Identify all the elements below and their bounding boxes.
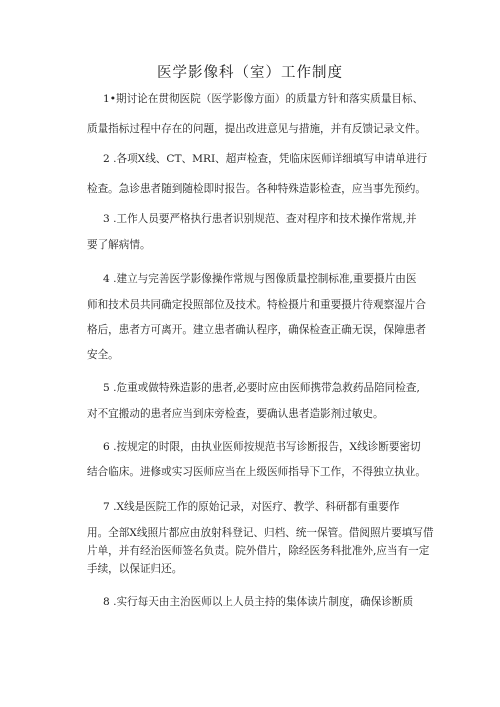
paragraph-2-line-2: 检查。急诊患者随到随检即时报告。各种特殊造影检查，应当事先预约。 <box>87 183 426 195</box>
paragraph-7-line-2: 用。全部X线照片都应由放射科登记、归档、统一保管。借阅照片要填写借 <box>87 527 434 539</box>
paragraph-2-line-1: 2 .各项X线、CT、MRI、超声检查，凭临床医师详细填写申请单进行 <box>103 153 428 165</box>
paragraph-8-line-1: 8 .实行每天由主治医师以上人员主持的集体读片制度，确保诊断质 <box>103 596 414 608</box>
paragraph-6-line-1: 6 .按规定的时限，由执业医师按规范书写诊断报告，X线诊断要密切 <box>103 441 421 453</box>
paragraph-4-line-1: 4 .建立与完善医学影像操作常规与图像质量控制标准,重要摄片由医 <box>103 273 417 285</box>
paragraph-4-line-4: 安全。 <box>87 349 119 361</box>
document-title: 医学影像科（室）工作制度 <box>157 65 343 81</box>
paragraph-1-line-2: 质量指标过程中存在的问题，提出改进意见与措施，并有反馈记录文件。 <box>87 123 426 135</box>
paragraph-5-line-1: 5 .危重或做特殊造影的患者,必要时应由医师携带急救药品陪同检查, <box>103 382 420 394</box>
paragraph-1-line-1: 1•期讨论在贯彻医院（医学影像方面）的质量方针和落实质量目标、 <box>103 93 424 105</box>
paragraph-4-line-2: 师和技术员共同确定投照部位及技术。特检摄片和重要摄片待观察湿片合 <box>87 299 426 311</box>
paragraph-7-line-1: 7 .X线是医院工作的原始记录，对医疗、教学、科研都有重要作 <box>103 501 400 513</box>
paragraph-3-line-1: 3 .工作人员要严格执行患者识别规范、查对程序和技术操作常规,并 <box>103 213 417 225</box>
paragraph-7-line-3: 片单，并有经治医师签名负责。院外借片，除经医务科批准外,应当有一定 <box>87 545 430 557</box>
paragraph-6-line-2: 结合临床。进修或实习医师应当在上级医师指导下工作，不得独立执业。 <box>87 466 426 478</box>
paragraph-5-line-2: 对不宜搬动的患者应当到床旁检查，要确认患者造影剂过敏史。 <box>87 408 384 420</box>
paragraph-3-line-2: 要了解病情。 <box>87 239 151 251</box>
paragraph-4-line-3: 格后，患者方可离开。建立患者确认程序，确保检查正确无误，保障患者 <box>87 324 426 336</box>
paragraph-7-line-4: 手续，以保证归还。 <box>87 563 183 575</box>
